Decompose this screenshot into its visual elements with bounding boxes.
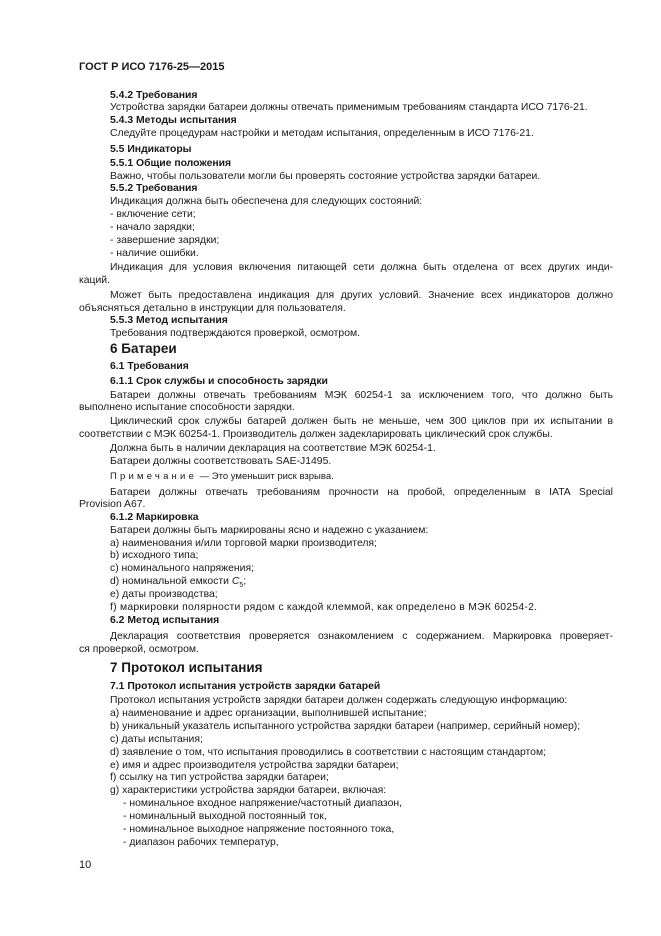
heading-5-4-3: 5.4.3 Методы испытания <box>110 115 237 126</box>
paragraph: Циклический срок службы батарей должен быть не меньше, чем 300 циклов при их испытании в <box>110 416 613 427</box>
capacity-subscript: 5 <box>239 582 244 590</box>
paragraph: Индикация должна быть обеспечена для следующих состояний: <box>110 196 423 207</box>
list-item: - завершение зарядки; <box>110 235 220 246</box>
list-item: c) номинального напряжения; <box>110 563 254 574</box>
paragraph: объясняться детально в инструкции для пользователя. <box>79 303 346 314</box>
sub-list-item: - номинальный выходной постоянный ток, <box>123 811 327 822</box>
sub-list-item: - номинальное выходное напряжение постоянного тока, <box>123 824 395 835</box>
heading-5-5-3: 5.5.3 Метод испытания <box>110 315 228 326</box>
heading-6-1-2: 6.1.2 Маркировка <box>110 512 199 523</box>
note-text: — Это уменьшит риск взрыва. <box>197 471 334 482</box>
heading-5-5-1: 5.5.1 Общие положения <box>110 158 232 169</box>
list-item: b) уникальный указатель испытанного устройства зарядки батареи (например, серийный номер); <box>110 721 581 732</box>
heading-6-1: 6.1 Требования <box>110 361 189 372</box>
sub-list-item: - номинальное входное напряжение/частотный диапазон, <box>123 798 402 809</box>
note <box>110 470 334 484</box>
list-item: - включение сети; <box>110 209 196 220</box>
list-item: b) исходного типа; <box>110 550 199 561</box>
heading-6-1-1: 6.1.1 Срок службы и способность зарядки <box>110 376 328 387</box>
document-header: ГОСТ Р ИСО 7176-25—2015 <box>79 61 225 73</box>
list-item: a) наименование и адрес организации, выполнившей испытание; <box>110 708 427 719</box>
capacity-symbol: C <box>231 576 240 587</box>
paragraph: Важно, чтобы пользователи могли бы проверять состояние устройства зарядки батареи. <box>110 171 541 182</box>
paragraph: Батареи должны отвечать требованиям МЭК 60254-1 за исключением того, что должно быть <box>110 390 613 401</box>
heading-7: 7 Протокол испытания <box>110 660 263 675</box>
heading-5-5-2: 5.5.2 Требования <box>110 183 198 194</box>
heading-6-2: 6.2 Метод испытания <box>110 615 220 626</box>
paragraph: выполнено испытание способности зарядки. <box>79 402 295 413</box>
sub-list-item: - диапазон рабочих температур, <box>123 837 279 848</box>
heading-5-4-2: 5.4.2 Требования <box>110 90 198 101</box>
heading-5-5: 5.5 Индикаторы <box>110 144 192 155</box>
list-item: f) ссылку на тип устройства зарядки батареи; <box>110 772 329 783</box>
paragraph: Должна быть в наличии декларация на соответствие МЭК 60254-1. <box>110 443 436 454</box>
list-item: - начало зарядки; <box>110 222 195 233</box>
list-item: - наличие ошибки. <box>110 248 199 259</box>
heading-7-1: 7.1 Протокол испытания устройств зарядки батарей <box>110 681 381 692</box>
paragraph: Индикация для условия включения питающей сети должна быть отделена от всех других инди- <box>110 262 613 273</box>
paragraph: Протокол испытания устройств зарядки батареи должен содержать следующую информацию: <box>110 695 568 706</box>
heading-6: 6 Батареи <box>110 341 177 356</box>
page-number: 10 <box>79 859 92 871</box>
list-item: e) даты производства; <box>110 589 218 600</box>
paragraph: Следуйте процедурам настройки и методам испытания, определенным в ИСО 7176-21. <box>110 128 534 139</box>
list-item: f) маркировки полярности рядом с каждой клеммой, как определено в МЭК 60254-2. <box>110 602 538 613</box>
paragraph: каций. <box>79 275 110 286</box>
list-item: a) наименования и/или торговой марки производителя; <box>110 538 377 549</box>
paragraph: Требования подтверждаются проверкой, осмотром. <box>110 328 361 339</box>
list-item: d) заявление о том, что испытания проводились в соответствии с настоящим стандартом; <box>110 747 546 758</box>
paragraph: ся проверкой, осмотром. <box>79 644 199 655</box>
note-label: Примечание <box>110 471 197 482</box>
paragraph: соответствии с МЭК 60254-1. Производитель должен задекларировать циклический срок службы. <box>79 429 553 440</box>
paragraph: Батареи должны быть маркированы ясно и надежно с указанием: <box>110 525 429 536</box>
list-item: g) характеристики устройства зарядки батареи, включая: <box>110 785 387 796</box>
paragraph: Устройства зарядки батареи должны отвечать применимым требованиям стандарта ИСО 7176-21. <box>110 102 588 113</box>
list-item-text: d) номинальной емкости <box>110 576 232 587</box>
paragraph: Может быть предоставлена индикация для других условий. Значение всех индикаторов должно <box>110 290 613 301</box>
list-item-end: ; <box>243 576 247 587</box>
list-item: e) имя и адрес производителя устройства зарядки батареи; <box>110 760 399 771</box>
paragraph: Декларация соответствия проверяется ознакомлением с содержанием. Маркировка проверяет- <box>110 631 613 642</box>
paragraph: Батареи должны соответствовать SAE-J1495. <box>110 456 332 467</box>
paragraph: Provision A67. <box>79 499 146 510</box>
list-item: c) даты испытания; <box>110 734 203 745</box>
paragraph: Батареи должны отвечать требованиям прочности на пробой, определенным в IATA Special <box>110 487 613 498</box>
